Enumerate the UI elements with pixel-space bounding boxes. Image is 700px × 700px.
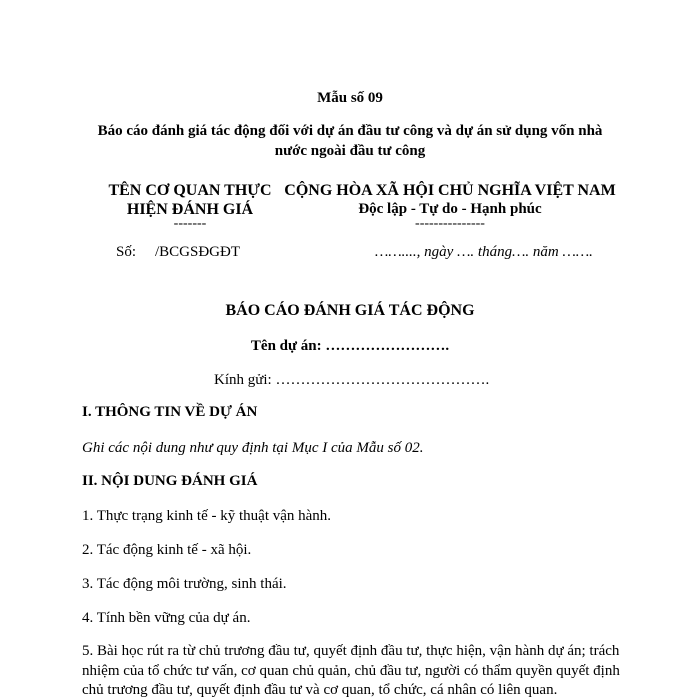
section-2-item-1: 1. Thực trạng kinh tế - kỹ thuật vận hành.	[82, 508, 332, 524]
recipient-line: Kính gửi: …………………………………….	[214, 372, 490, 388]
number-code: /BCGSĐGĐT	[155, 244, 241, 260]
number-label: Số:	[116, 244, 137, 260]
agency-rule: -------	[173, 216, 207, 231]
nation-title: CỘNG HÒA XÃ HỘI CHỦ NGHĨA VIỆT NAM	[284, 182, 616, 199]
section-1-note: Ghi các nội dung như quy định tại Mục I của Mẫu số 02.	[82, 440, 424, 456]
section-2-item-5-line-3: chủ trương đầu tư, quyết định đầu tư và cơ quan, tổ chức, cá nhân có liên quan.	[82, 682, 558, 698]
section-2-item-5-line-2: nhiệm của tổ chức tư vấn, cơ quan chủ quản, chủ đầu tư, người có thẩm quyền quyết định	[82, 663, 620, 679]
section-2-item-5-line-1: 5. Bài học rút ra từ chủ trương đầu tư, quyết định đầu tư, thực hiện, vận hành dự án; trách	[82, 643, 620, 659]
section-2-item-4: 4. Tính bền vững của dự án.	[82, 610, 251, 626]
nation-motto: Độc lập - Tự do - Hạnh phúc	[358, 201, 542, 217]
project-name-line: Tên dự án: …………………….	[250, 338, 450, 354]
form-title-line-2: nước ngoài đầu tư công	[274, 143, 426, 159]
section-2-heading: II. NỘI DUNG ĐÁNH GIÁ	[82, 473, 258, 489]
section-2-item-2: 2. Tác động kinh tế - xã hội.	[82, 542, 252, 558]
report-title: BÁO CÁO ĐÁNH GIÁ TÁC ĐỘNG	[225, 302, 475, 319]
date-line: ……...., ngày …. tháng…. năm …….	[375, 244, 593, 260]
agency-name-line-1: TÊN CƠ QUAN THỰC	[108, 182, 272, 199]
agency-name-line-2: HIỆN ĐÁNH GIÁ	[126, 201, 254, 218]
section-1-heading: I. THÔNG TIN VỀ DỰ ÁN	[82, 404, 258, 420]
form-number: Mẫu số 09	[317, 90, 383, 106]
nation-rule: ---------------	[415, 216, 485, 231]
form-title-line-1: Báo cáo đánh giá tác động đối với dự án đầu tư công và dự án sử dụng vốn nhà	[97, 123, 603, 139]
section-2-item-3: 3. Tác động môi trường, sinh thái.	[82, 576, 287, 592]
